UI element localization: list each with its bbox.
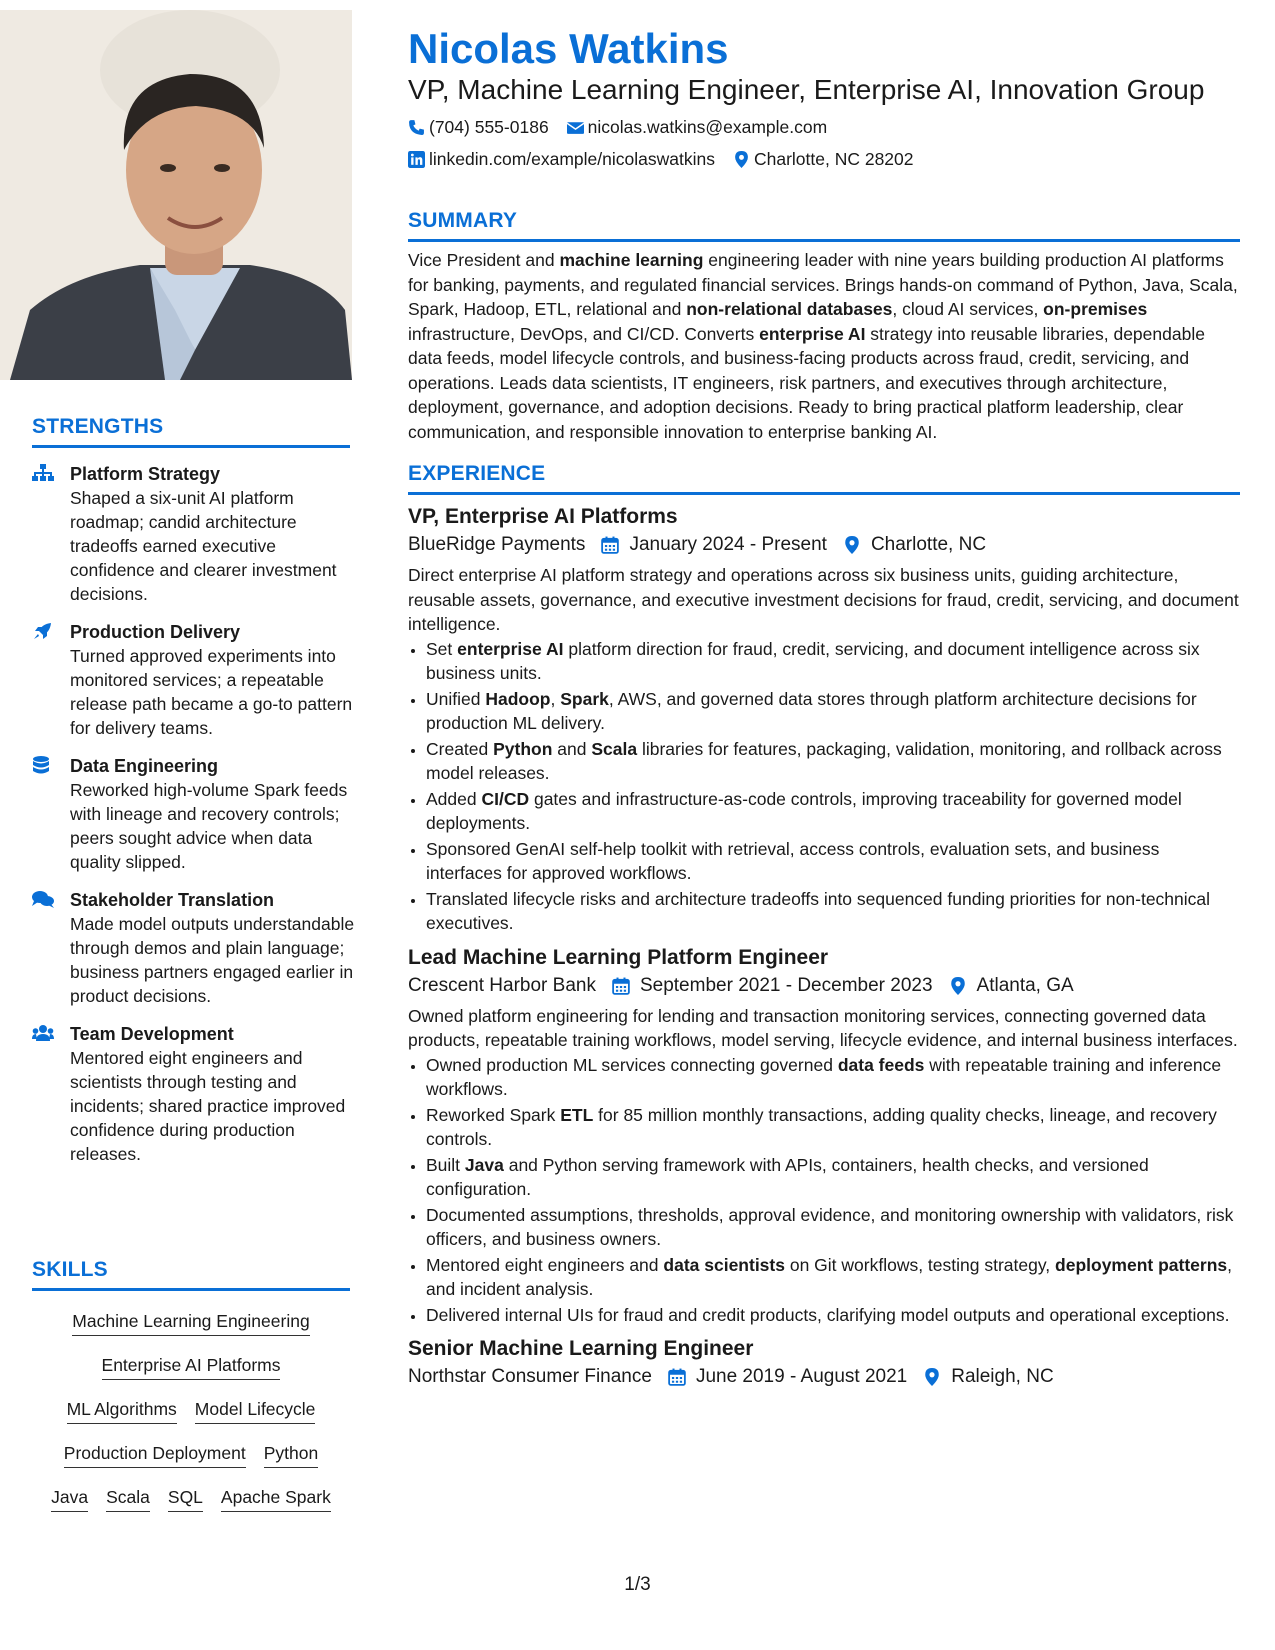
job-title: Senior Machine Learning Engineer [408,1337,754,1360]
contact-linkedin[interactable] [408,147,715,171]
phone-text: (704) 555-0186 [429,117,549,137]
text-run: Delivered internal UIs for fraud and credit products, clarifying model outputs and operational exceptions. [426,1304,1230,1325]
bullet-item [426,837,1240,886]
bullet-item [426,1203,1240,1252]
skills-row [32,1397,350,1424]
text-run: , and incident analysis. [426,1254,1233,1299]
job-description: Owned platform engineering for lending and transaction monitoring services, connecting governed data products, repeatable training workflows, model serving, lifecycle evidence, and internal business interfaces. [408,1005,1238,1050]
job-title: Lead Machine Learning Platform Engineer [408,945,829,969]
job-location: Charlotte, NC [870,534,987,555]
text-run: Translated lifecycle risks and architecture tradeoffs into sequenced funding priorities for non-technical executives. [426,888,1211,933]
bold-keyword: on-premises [1043,299,1148,319]
job-dates: June 2019 - August 2021 [695,1366,908,1387]
page-number: 1/3 [624,1574,651,1595]
envelope-icon [567,119,584,136]
skill-tag: Enterprise AI Platforms [102,1353,281,1380]
summary-section [408,209,1240,444]
bold-keyword: machine learning [559,250,704,270]
skill-tag: Apache Spark [221,1485,331,1512]
experience-section [408,462,1240,1391]
text-run: Vice President and [408,250,560,270]
text-run: platform direction for fraud, credit, servicing, and document intelligence across six business units. [426,638,1200,683]
map-marker-icon [949,977,967,995]
company-name: Northstar Consumer Finance [408,1366,652,1387]
skill-tag: Scala [106,1485,150,1512]
calendar-icon [668,1368,686,1386]
contact-row [408,115,1240,139]
job-dates: January 2024 - Present [629,534,827,555]
text-run: with repeatable training and inference workflows. [426,1054,1222,1099]
map-marker-icon [733,151,750,168]
strength-title: Production Delivery [70,622,241,642]
bullet-item [426,637,1240,686]
text-run: Added [426,788,482,809]
job-bullets [408,637,1240,936]
summary-text [408,248,1240,444]
contact-row [408,147,1240,171]
bold-keyword: enterprise AI [759,323,866,344]
job-meta [408,531,1240,559]
bold-keyword: non-relational databases [686,299,893,319]
bold-keyword: deployment patterns [1055,1254,1228,1275]
skill-tag: Python [264,1441,318,1468]
strength-desc: Turned approved experiments into monitored services; a repeatable release path became a go-to pattern for delivery teams. [70,646,353,738]
bullet-item [426,887,1240,936]
bold-keyword: Scala [591,738,638,759]
company-name: BlueRidge Payments [408,534,586,555]
skill-tag: Production Deployment [64,1441,246,1468]
text-run: and [552,738,592,759]
skills-row [32,1441,350,1468]
skill-tag: Java [51,1485,88,1512]
bullet-item [426,1153,1240,1202]
strength-title: Team Development [70,1024,234,1044]
bold-keyword: data scientists [663,1254,785,1275]
bold-keyword: Java [464,1154,504,1175]
bold-keyword: Spark [560,688,609,709]
calendar-icon [601,536,619,554]
text-run: gates and infrastructure-as-code controls, improving traceability for governed model deployments. [426,788,1182,833]
bullet-item [426,687,1240,736]
bold-keyword: data feeds [837,1054,925,1075]
text-run: strategy into reusable libraries, dependable data feeds, model lifecycle controls, and business-facing products across fraud, credit, servicing, and operations. Leads data scientists, IT engineers, risk partners, and executives through architecture, deployment, governance, and adoption decisions. Ready to bring practical platform leadership, clear communication, and responsible innovation to enterprise banking AI. [408,323,1205,442]
strength-item [32,462,362,606]
strength-desc: Shaped a six-unit AI platform roadmap; candid architecture tradeoffs earned executive confidence and clearer investment decisions. [70,488,337,604]
strength-title: Platform Strategy [70,464,221,484]
text-run: Built [426,1154,465,1175]
job-dates: September 2021 - December 2023 [639,974,933,996]
strengths-heading: STRENGTHS [32,415,350,448]
text-run: and Python serving framework with APIs, containers, health checks, and versioned configuration. [426,1154,1149,1199]
text-run: , cloud AI services, [892,299,1044,319]
skill-tag: ML Algorithms [67,1397,177,1424]
job-title: VP, Enterprise AI Platforms [408,505,678,528]
profile-photo [0,10,352,380]
experience-heading: EXPERIENCE [408,462,1240,495]
bullet-item [426,1303,1240,1328]
bold-keyword: ETL [560,1104,594,1125]
text-run: Sponsored GenAI self-help toolkit with retrieval, access controls, evaluation sets, and business interfaces for approved workflows. [426,838,1160,883]
strength-desc: Mentored eight engineers and scientists through testing and incidents; shared practice improved confidence during production releases. [70,1048,346,1164]
skill-tag: Model Lifecycle [195,1397,316,1424]
bullet-item [426,787,1240,836]
users-icon [32,1024,54,1042]
skill-tag: Machine Learning Engineering [72,1309,309,1336]
text-run: , AWS, and governed data stores through platform architecture decisions for production ML delivery. [426,688,1197,733]
strength-item [32,620,362,740]
text-run: , [550,688,561,709]
phone-icon [408,119,425,136]
rocket-icon [32,622,54,640]
text-run: Owned production ML services connecting governed [426,1054,838,1075]
strength-desc: Reworked high-volume Spark feeds with lineage and recovery controls; peers sought advice when data quality slipped. [70,780,348,872]
contact-email[interactable] [567,115,828,139]
text-run: engineering leader with nine years building production AI platforms for banking, payments, and regulated financial services. Brings hands-on command of Python, Java, Scala, Spark, Hadoop, ETL, relational and [408,250,1238,319]
job-list [408,503,1240,1391]
strength-title: Stakeholder Translation [70,890,275,910]
text-run: Set [426,638,458,659]
text-run: on Git workflows, testing strategy, [784,1254,1056,1275]
bold-keyword: Python [493,738,553,759]
bold-keyword: enterprise AI [457,638,564,659]
skills-row [32,1309,350,1336]
strength-desc: Made model outputs understandable through demos and plain language; business partners engaged earlier in product decisions. [70,914,355,1006]
job-location: Raleigh, NC [951,1366,1054,1387]
linkedin-text: linkedin.com/example/nicolaswatkins [429,149,715,169]
linkedin-icon [408,151,425,168]
skill-tag: SQL [168,1485,203,1512]
email-text: nicolas.watkins@example.com [587,117,828,137]
summary-heading: SUMMARY [408,209,1240,242]
contact-location [733,147,914,171]
strength-item [32,888,362,1008]
strength-item [32,1022,362,1166]
candidate-name: Nicolas Watkins [408,25,729,72]
bullet-item [426,1053,1240,1102]
sitemap-icon [32,464,54,482]
job-entry [408,1335,1240,1391]
location-text: Charlotte, NC 28202 [753,149,914,169]
job-entry [408,944,1240,1328]
job-description: Direct enterprise AI platform strategy and operations across six business units, guiding architecture, reusable assets, governance, and executive investment decisions for fraud, credit, servicing, and document intelligence. [408,565,1239,634]
skills-row [32,1353,350,1380]
skills-section [32,1258,362,1529]
job-meta [408,972,1240,1000]
bold-keyword: Hadoop [485,688,551,709]
candidate-title: VP, Machine Learning Engineer, Enterprise AI, Innovation Group [408,74,1205,105]
job-meta [408,1363,1240,1391]
skills-row [32,1485,350,1512]
text-run: Unified [426,688,486,709]
map-marker-icon [923,1368,941,1386]
skills-list [32,1309,350,1512]
company-name: Crescent Harbor Bank [408,974,596,996]
strengths-section [32,415,362,1166]
skills-heading: SKILLS [32,1258,350,1291]
right-column [408,0,1240,1391]
calendar-icon [612,977,630,995]
bullet-item [426,1253,1240,1302]
text-run: Reworked Spark [426,1104,561,1125]
contact-phone[interactable] [408,115,549,139]
text-run: infrastructure, DevOps, and CI/CD. Converts [408,323,760,344]
text-run: Created [426,738,494,759]
comments-icon [32,890,54,908]
text-run: Documented assumptions, thresholds, approval evidence, and monitoring ownership with validators, risk officers, and business owners. [426,1204,1234,1249]
strength-title: Data Engineering [70,756,219,776]
text-run: for 85 million monthly transactions, adding quality checks, lineage, and recovery controls. [426,1104,1217,1149]
database-icon [32,756,54,774]
bold-keyword: CI/CD [481,788,530,809]
job-location: Atlanta, GA [976,974,1074,996]
job-entry [408,503,1240,936]
bullet-item [426,737,1240,786]
map-marker-icon [843,536,861,554]
strength-item [32,754,362,874]
bullet-item [426,1103,1240,1152]
text-run: libraries for features, packaging, validation, monitoring, and rollback across model releases. [426,738,1222,783]
job-bullets [408,1053,1240,1328]
text-run: Mentored eight engineers and [426,1254,664,1275]
